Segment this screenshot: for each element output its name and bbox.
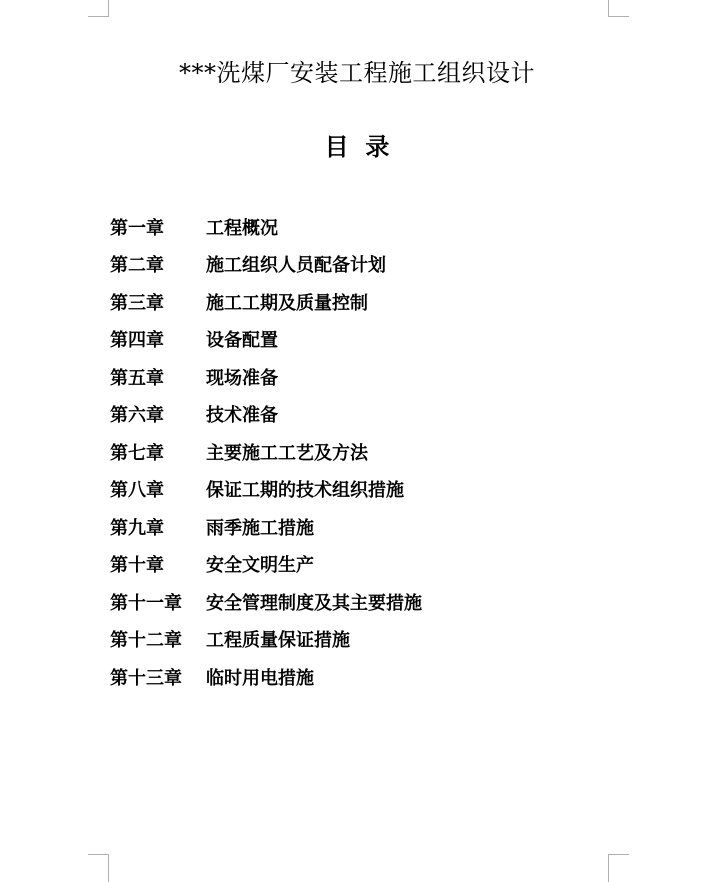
toc-heading-text: 目 录 <box>324 132 390 161</box>
crop-mark-top-left <box>88 0 109 17</box>
toc-chapter-title: 雨季施工措施 <box>206 517 314 539</box>
toc-item[interactable] <box>110 546 422 584</box>
toc-chapter-number: 第十章 <box>110 555 164 577</box>
toc-item[interactable] <box>110 358 422 396</box>
toc-list <box>110 208 422 696</box>
crop-mark-bottom-left <box>88 854 109 882</box>
toc-chapter-title: 主要施工工艺及方法 <box>206 442 368 464</box>
toc-item[interactable] <box>110 208 422 246</box>
toc-chapter-title: 工程概况 <box>206 217 278 239</box>
toc-chapter-number: 第一章 <box>110 217 164 239</box>
toc-chapter-title: 施工组织人员配备计划 <box>206 255 386 277</box>
toc-chapter-number: 第十二章 <box>110 630 182 652</box>
toc-chapter-title: 设备配置 <box>206 330 278 352</box>
toc-item[interactable] <box>110 583 422 621</box>
toc-chapter-number: 第八章 <box>110 480 164 502</box>
toc-item[interactable] <box>110 283 422 321</box>
toc-chapter-title: 工程质量保证措施 <box>206 630 350 652</box>
toc-chapter-number: 第九章 <box>110 517 164 539</box>
toc-chapter-number: 第五章 <box>110 367 164 389</box>
toc-chapter-number: 第六章 <box>110 405 164 427</box>
toc-item[interactable] <box>110 396 422 434</box>
toc-chapter-number: 第三章 <box>110 292 164 314</box>
toc-chapter-number: 第十一章 <box>110 592 182 614</box>
toc-chapter-title: 技术准备 <box>206 405 278 427</box>
toc-chapter-number: 第二章 <box>110 255 164 277</box>
toc-item[interactable] <box>110 433 422 471</box>
crop-mark-bottom-right <box>608 854 629 882</box>
toc-item[interactable] <box>110 471 422 509</box>
toc-chapter-number: 第十三章 <box>110 667 182 689</box>
toc-chapter-title: 保证工期的技术组织措施 <box>206 480 404 502</box>
toc-item[interactable] <box>110 246 422 284</box>
toc-chapter-number: 第七章 <box>110 442 164 464</box>
crop-mark-top-right <box>608 0 629 17</box>
toc-heading <box>0 132 714 162</box>
toc-chapter-number: 第四章 <box>110 330 164 352</box>
toc-item[interactable] <box>110 621 422 659</box>
toc-chapter-title: 临时用电措施 <box>206 667 314 689</box>
toc-chapter-title: 施工工期及质量控制 <box>206 292 368 314</box>
toc-chapter-title: 安全文明生产 <box>206 555 314 577</box>
toc-item[interactable] <box>110 321 422 359</box>
document-title: ***洗煤厂安装工程施工组织设计 <box>179 59 535 87</box>
toc-chapter-title: 现场准备 <box>206 367 278 389</box>
toc-chapter-title: 安全管理制度及其主要措施 <box>206 592 422 614</box>
toc-item[interactable] <box>110 658 422 696</box>
toc-item[interactable] <box>110 508 422 546</box>
